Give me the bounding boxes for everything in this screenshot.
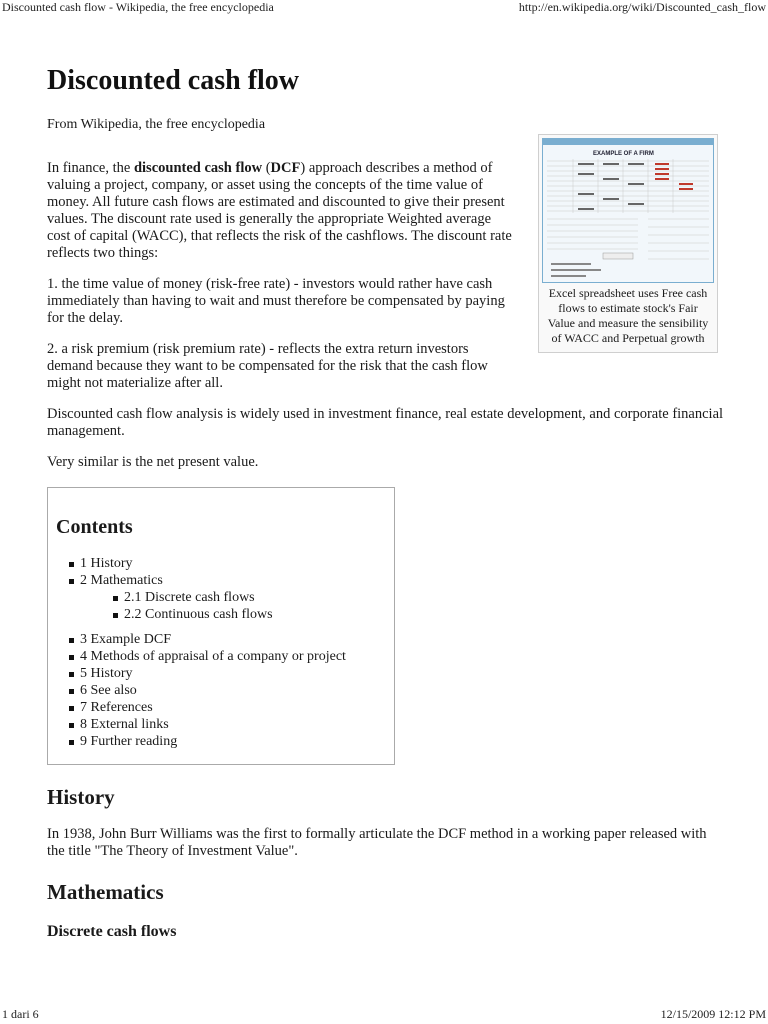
intro-text-paren: (: [262, 160, 271, 176]
toc-item-mathematics-label[interactable]: 2 Mathematics: [80, 573, 163, 588]
toc-item-continuous-cash-flows[interactable]: 2.2 Continuous cash flows: [124, 606, 394, 623]
spreadsheet-image[interactable]: [542, 138, 714, 283]
print-header: [0, 0, 768, 15]
article-source-line: From Wikipedia, the free encyclopedia: [47, 117, 266, 132]
point-one-paragraph: 1. the time value of money (risk-free rate) - investors would rather have cash immediately than having to wait and must therefore be compensated by paying for the delay.: [47, 276, 505, 326]
intro-text: [47, 160, 517, 392]
point-two-paragraph: 2. a risk premium (risk premium rate) - reflects the extra return investors demand because they want to be compensated for the risk that the cash flow might not materialize after all.: [47, 341, 488, 391]
toc-item-discrete-cash-flows[interactable]: 2.1 Discrete cash flows: [124, 589, 394, 606]
thumbnail-heading: EXAMPLE OF A FIRM: [593, 151, 654, 157]
toc-item-history-2[interactable]: 5 History: [80, 665, 394, 682]
thumbnail-caption: Excel spreadsheet uses Free cash flows to estimate stock's Fair Value and measure the sensibility of WACC and Perpetual growth: [547, 286, 709, 345]
intro-section: [47, 151, 727, 392]
print-footer: [0, 1007, 768, 1022]
history-paragraph: In 1938, John Burr Williams was the first to formally articulate the DCF method in a working paper released with the title "The Theory of Investment Value".: [47, 826, 707, 859]
usage-paragraph: Discounted cash flow analysis is widely used in investment finance, real estate development, and corporate financial management.: [47, 406, 724, 439]
intro-text-start: In finance, the: [47, 160, 134, 176]
subsection-title-discrete-cash-flows: Discrete cash flows: [47, 923, 177, 940]
print-header-title: Discounted cash flow - Wikipedia, the free encyclopedia: [2, 0, 274, 14]
print-footer-page: 1 dari 6: [2, 1007, 39, 1021]
thumbnail-figure[interactable]: [538, 134, 718, 353]
section-title-history: History: [47, 785, 115, 809]
toc-item-further-reading[interactable]: 9 Further reading: [80, 733, 394, 750]
toc-item-mathematics[interactable]: [80, 572, 394, 623]
toc-item-methods-of-appraisal[interactable]: 4 Methods of appraisal of a company or project: [80, 648, 394, 665]
section-title-mathematics: Mathematics: [47, 880, 164, 904]
toc-item-see-also[interactable]: 6 See also: [80, 682, 394, 699]
page-title: Discounted cash flow: [47, 65, 300, 96]
print-header-url: http://en.wikipedia.org/wiki/Discounted_cash_flow: [518, 0, 766, 14]
toc-item-references[interactable]: 7 References: [80, 699, 394, 716]
print-footer-datetime: 12/15/2009 12:12 PM: [660, 1007, 766, 1021]
toc-title: Contents: [56, 516, 133, 538]
spreadsheet-thumbnail-graphic: [543, 139, 713, 282]
toc-sublist-mathematics: [80, 589, 394, 623]
toc-item-example-dcf[interactable]: 3 Example DCF: [80, 631, 394, 648]
intro-paragraph: [47, 160, 517, 262]
toc-list: [56, 555, 394, 750]
intro-text-rest: ) approach describes a method of valuing a project, company, or asset using the concepts of the time value of money. All future cash flows are estimated and discounted to give their present values. The discount rate used is generally the appropriate Weighted average cost of capital (WACC), that reflects the risk of the cashflows. The discount rate reflects two things:: [47, 160, 512, 261]
toc-item-external-links[interactable]: 8 External links: [80, 716, 394, 733]
table-of-contents: [47, 487, 395, 765]
similar-paragraph: Very similar is the net present value.: [47, 454, 259, 470]
term-discounted-cash-flow: discounted cash flow: [133, 160, 263, 176]
article-content: [47, 64, 727, 941]
toc-item-history[interactable]: 1 History: [80, 555, 394, 572]
term-dcf: DCF: [270, 160, 301, 176]
